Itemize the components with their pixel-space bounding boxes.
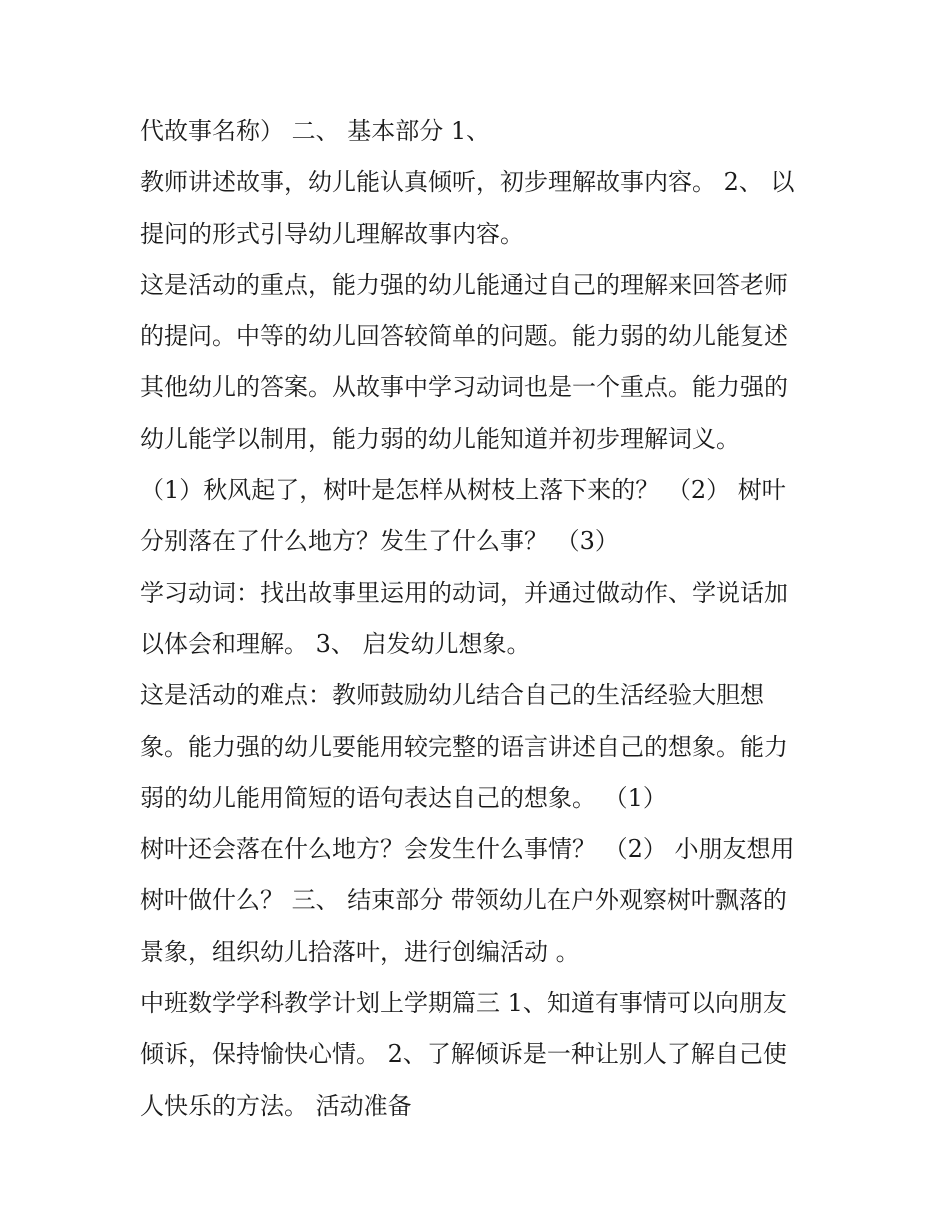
document-body bbox=[140, 106, 820, 1132]
text-line: 人快乐的方法。 活动准备 bbox=[140, 1091, 412, 1120]
text-line: 的提问。中等的幼儿回答较简单的问题。能力弱的幼儿能复述 bbox=[140, 322, 788, 351]
text-line: 学习动词：找出故事里运用的动词，并通过做动作、学说话加 bbox=[140, 578, 788, 607]
text-line: 树叶还会落在什么地方？会发生什么事情？ （2） 小朋友想用 bbox=[140, 835, 795, 864]
text-line: 景象，组织幼儿拾落叶，进行创编活动 。 bbox=[140, 937, 580, 966]
text-line: 象。能力强的幼儿要能用较完整的语言讲述自己的想象。能力 bbox=[140, 732, 788, 761]
text-line: 弱的幼儿能用简短的语句表达自己的想象。 （1） bbox=[140, 783, 667, 812]
text-line: 分别落在了什么地方？发生了什么事？ （3） bbox=[140, 527, 619, 556]
text-line: 教师讲述故事，幼儿能认真倾听，初步理解故事内容。 2、 以 bbox=[140, 168, 795, 197]
text-line: 其他幼儿的答案。从故事中学习动词也是一个重点。能力强的 bbox=[140, 373, 788, 402]
text-line: 幼儿能学以制用，能力弱的幼儿能知道并初步理解词义。 bbox=[140, 424, 740, 453]
text-line: 代故事名称） 二、 基本部分 1、 bbox=[140, 117, 491, 145]
text-line: 倾诉，保持愉快心情。 2、了解倾诉是一种让别人了解自己使 bbox=[140, 1040, 787, 1069]
text-line: 这是活动的重点，能力强的幼儿能通过自己的理解来回答老师 bbox=[140, 270, 788, 299]
text-line: 树叶做什么？ 三、 结束部分 带领幼儿在户外观察树叶飘落的 bbox=[140, 886, 787, 915]
text-line: 提问的形式引导幼儿理解故事内容。 bbox=[140, 219, 524, 248]
text-line: 中班数学学科教学计划上学期篇三 1、知道有事情可以向朋友 bbox=[140, 989, 787, 1018]
text-line: 以体会和理解。 3、 启发幼儿想象。 bbox=[140, 629, 531, 658]
text-line: 这是活动的难点：教师鼓励幼儿结合自己的生活经验大胆想 bbox=[140, 681, 764, 710]
text-line: （1）秋风起了，树叶是怎样从树枝上落下来的？ （2） 树叶 bbox=[140, 476, 786, 505]
